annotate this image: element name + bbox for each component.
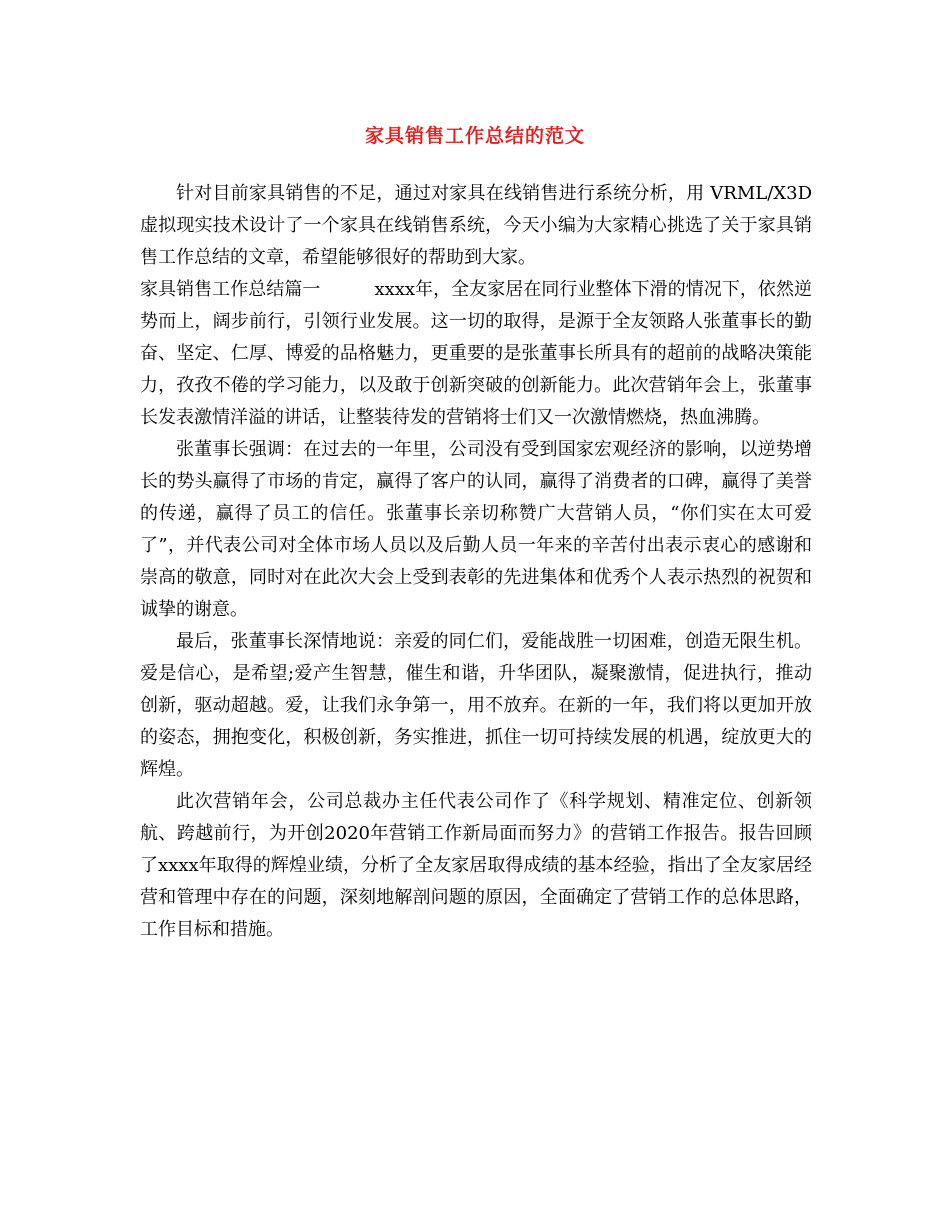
paragraph-report: 此次营销年会，公司总裁办主任代表公司作了《科学规划、精准定位、创新领航、跨越前行，为开创2020年营销工作新局面而努力》的营销工作报告。报告回顾了xxxx年取得的辉煌业绩，分析了全友家居取得成绩的基本经验，指出了全友家居经营和管理中存在的问题，深刻地解剖问题的原因，全面确定了营销工作的总体思路，工作目标和措施。 <box>140 791 812 940</box>
document-body <box>140 178 812 946</box>
paragraph-chairman-emphasis: 张董事长强调：在过去的一年里，公司没有受到国家宏观经济的影响，以逆势增长的势头赢得了市场的肯定，赢得了客户的认同，赢得了消费者的口碑，赢得了美誉的传递，赢得了员工的信任。张董事长亲切称赞广大营销人员，“你们实在太可爱了”，并代表公司对全体市场人员以及后勤人员一年来的辛苦付出表示衷心的感谢和崇高的敬意，同时对在此次大会上受到表彰的先进集体和优秀个人表示热烈的祝贺和诚挚的谢意。 <box>140 439 812 620</box>
section-one-text: xxxx年，全友家居在同行业整体下滑的情况下，依然逆势而上，阔步前行，引领行业发展。这一切的取得，是源于全友领路人张董事长的勤奋、坚定、仁厚、博爱的品格魅力，更重要的是张董事长所具有的超前的战略决策能力，孜孜不倦的学习能力，以及敢于创新突破的创新能力。此次营销年会上，张董事长发表激情洋溢的讲话，让整装待发的营销将士们又一次激情燃烧，热血沸腾。 <box>140 279 812 428</box>
paragraph-intro: 针对目前家具销售的不足，通过对家具在线销售进行系统分析，用 VRML/X3D 虚拟现实技术设计了一个家具在线销售系统，今天小编为大家精心挑选了关于家具销售工作总结的文章，希望能够很好的帮助到大家。 <box>140 183 812 268</box>
document-title: 家具销售工作总结的范文 <box>364 125 585 147</box>
paragraph-chairman-closing: 最后，张董事长深情地说：亲爱的同仁们，爱能战胜一切困难，创造无限生机。爱是信心，是希望;爱产生智慧，催生和谐，升华团队，凝聚激情，促进执行，推动创新，驱动超越。爱，让我们永争第一，用不放弃。在新的一年，我们将以更加开放的姿态，拥抱变化，积极创新，务实推进，抓住一切可持续发展的机遇，绽放更大的辉煌。 <box>140 631 812 780</box>
section-heading: 家具销售工作总结篇一 <box>140 279 321 300</box>
paragraph-section-one <box>140 274 812 434</box>
